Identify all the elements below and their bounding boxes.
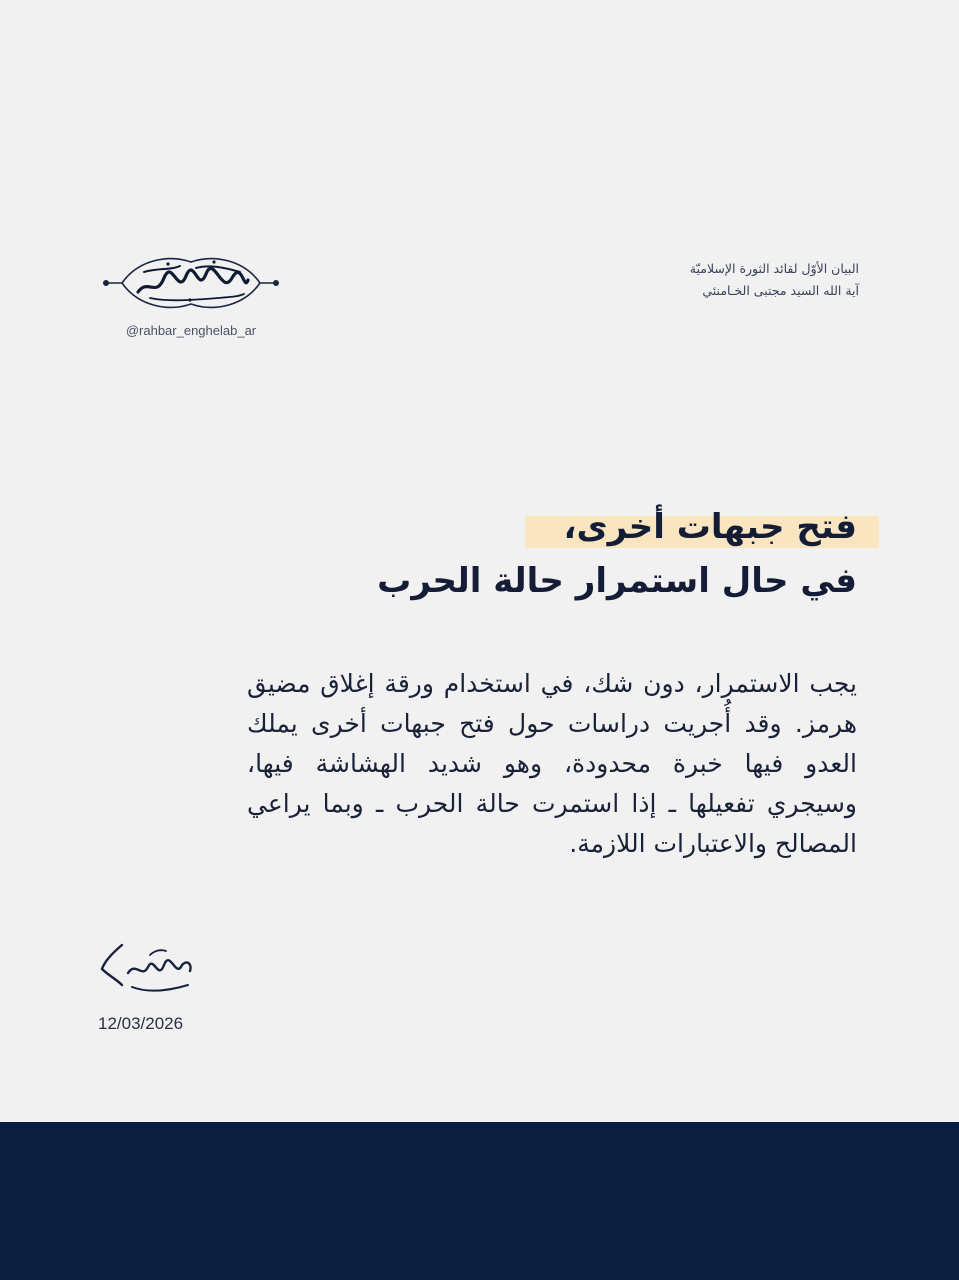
header-source [690, 258, 859, 302]
header-line-statement: البيان الأوّل لقائد الثورة الإسلاميّة [689, 261, 859, 276]
statement-date: 12/03/2026 [98, 1014, 184, 1033]
social-handle: @rahbar_enghelab_ar [125, 323, 257, 338]
calligraphy-seal-icon [98, 248, 284, 318]
title-line-1: فتح جبهات أخرى، [563, 507, 857, 547]
title-line-2: في حال استمرار حالة الحرب [377, 561, 857, 601]
header-line-author: آية الله السيد مجتبى الخـامنئي [702, 283, 859, 298]
logo [98, 248, 284, 344]
headline [319, 506, 879, 602]
statement-paragraph: يجب الاستمرار، دون شك، في استخدام ورقة إغلاق مضيق هرمز. وقد أُجريت دراسات حول فتح جبهات أخرى يملك العدو فيها خبرة محدودة، وهو شديد الهشاشة فيها، وسيجري تفعيلها ـ إذا استمرت حالة الحرب ـ وبما يراعي المصالح والاعتبارات اللازمة. [247, 669, 857, 858]
signature-icon [92, 935, 202, 1007]
footer-band [0, 1122, 959, 1280]
